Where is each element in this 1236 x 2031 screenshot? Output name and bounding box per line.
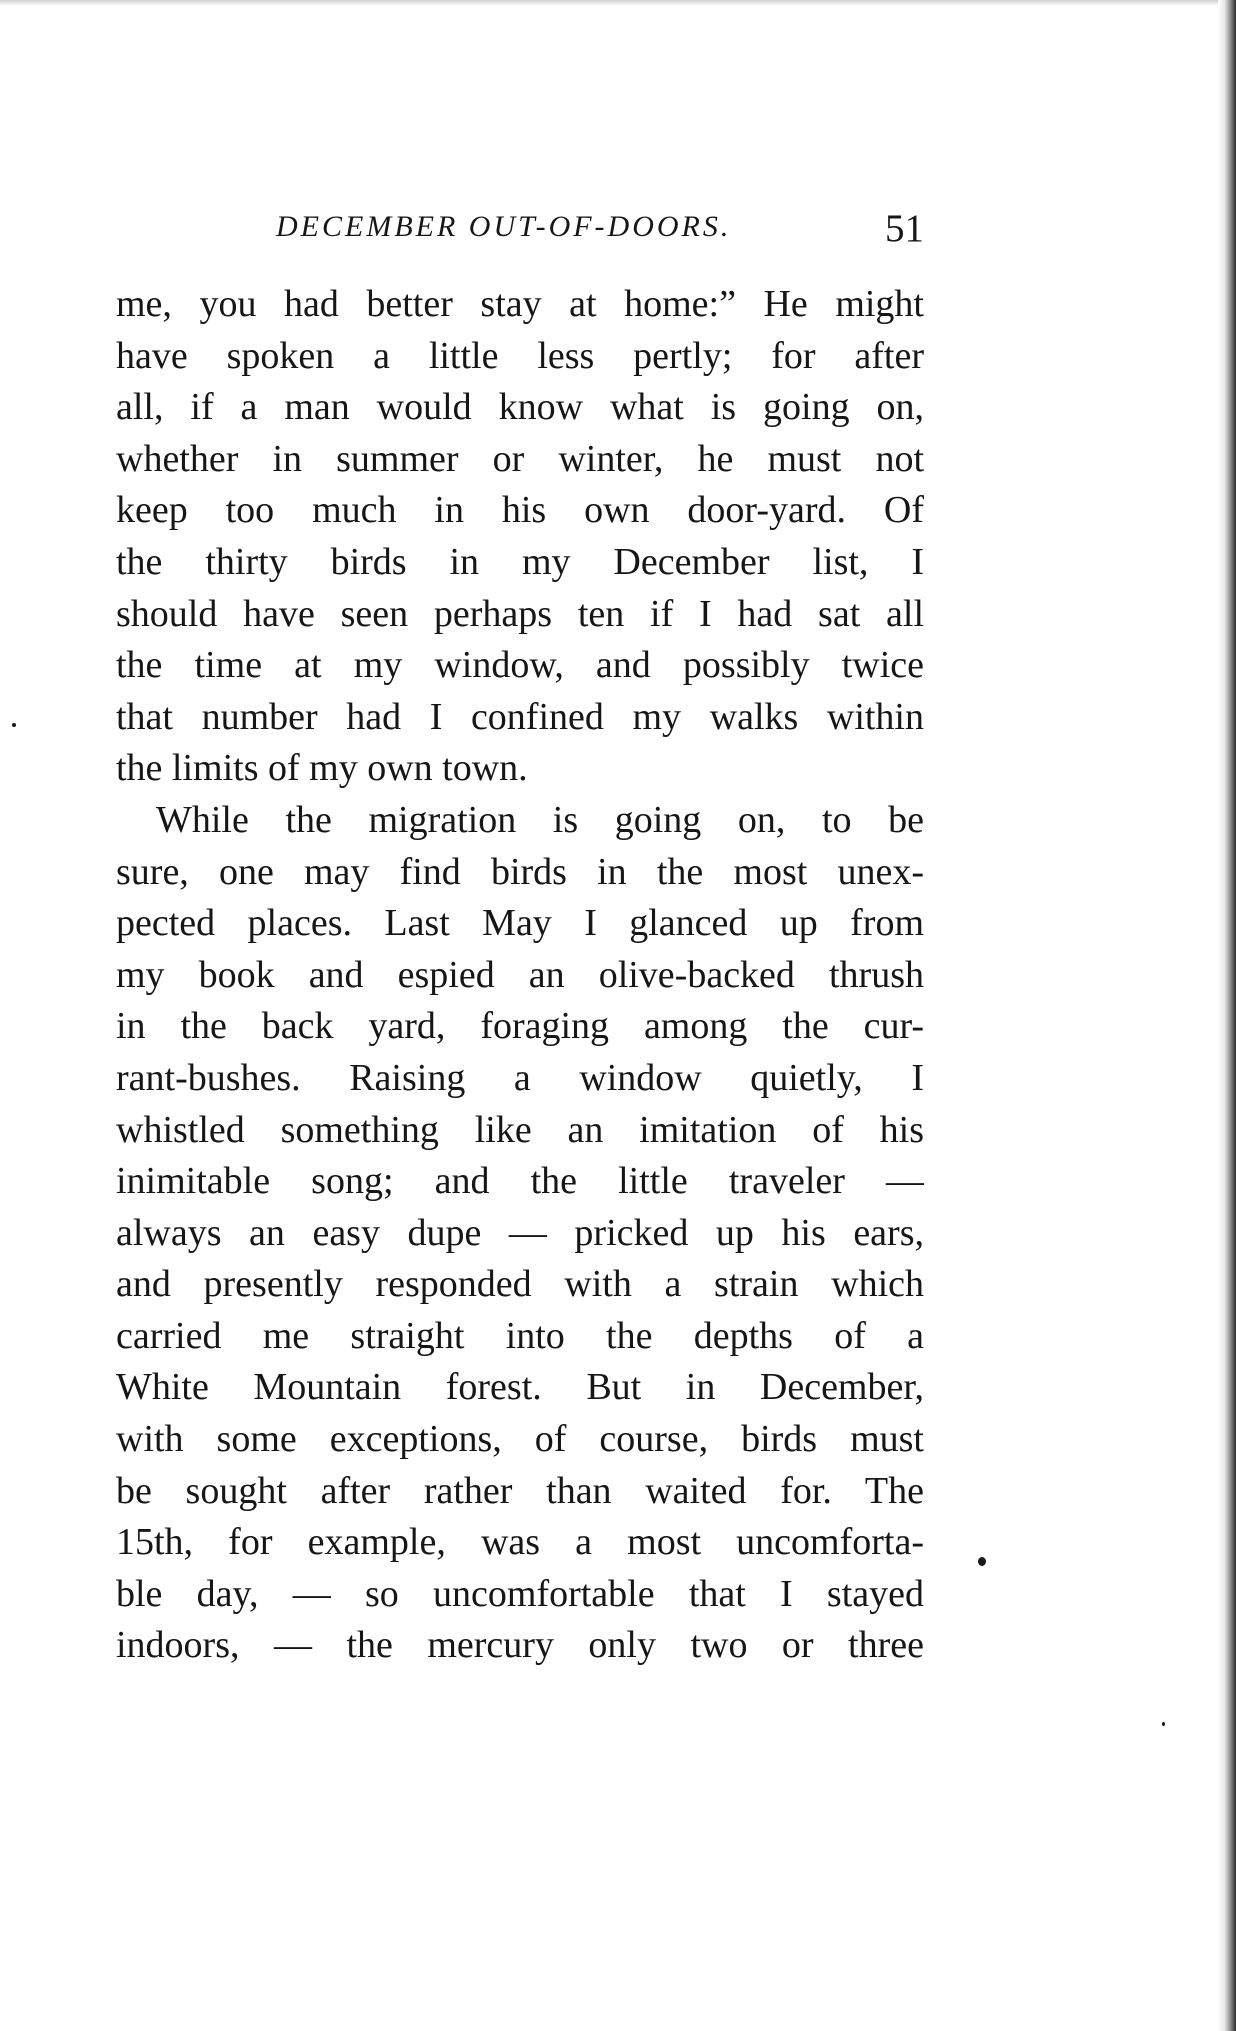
text-line: keep too much in his own door-yard. Of <box>116 489 924 532</box>
page-number: 51 <box>885 207 924 250</box>
text-line: whistled something like an imitation of his <box>116 1108 924 1151</box>
text-line: and presently responded with a strain which <box>116 1263 924 1306</box>
text-line: pected places. Last May I glanced up from <box>116 902 924 945</box>
text-line: me, you had better stay at home:” He might <box>116 283 924 325</box>
text-line: should have seen perhaps ten if I had sat all <box>116 592 924 635</box>
text-line: in the back yard, foraging among the cur- <box>116 1005 924 1048</box>
text-line: carried me straight into the depths of a <box>116 1314 924 1357</box>
text-line: my book and espied an olive-backed thrush <box>116 953 924 996</box>
ink-speck <box>978 1557 986 1566</box>
ink-speck <box>12 723 16 727</box>
text-line: that number had I confined my walks within <box>116 695 924 738</box>
text-line: the time at my window, and possibly twice <box>116 644 924 687</box>
paragraph-start-line: While the migration is going on, to be <box>156 798 924 841</box>
text-line: inimitable song; and the little traveler — <box>116 1160 924 1203</box>
text-line: have spoken a little less pertly; for after <box>116 334 924 377</box>
text-line: be sought after rather than waited for. The <box>116 1469 924 1512</box>
running-title: DECEMBER OUT-OF-DOORS. <box>276 210 732 243</box>
text-line: whether in summer or winter, he must not <box>116 437 924 480</box>
page-binding-edge <box>1218 0 1236 2031</box>
text-line: sure, one may find birds in the most unex- <box>116 850 924 893</box>
body-text <box>116 279 924 1672</box>
ink-speck <box>1162 1722 1165 1726</box>
paragraph-end-line: the limits of my own town. <box>116 747 528 790</box>
text-line: with some exceptions, of course, birds must <box>116 1418 924 1461</box>
text-line: rant-bushes. Raising a window quietly, I <box>116 1056 924 1099</box>
page-top-edge <box>0 0 1236 6</box>
text-line: White Mountain forest. But in December, <box>116 1366 924 1409</box>
text-line: the thirty birds in my December list, I <box>116 540 924 583</box>
text-line: ble day, — so uncomfortable that I stayed <box>116 1572 924 1615</box>
running-head <box>118 206 924 254</box>
text-line: always an easy dupe — pricked up his ears, <box>116 1211 924 1254</box>
text-line: all, if a man would know what is going on, <box>116 386 924 429</box>
text-line: indoors, — the mercury only two or three <box>116 1624 924 1667</box>
text-line: 15th, for example, was a most uncomforta- <box>116 1521 924 1564</box>
